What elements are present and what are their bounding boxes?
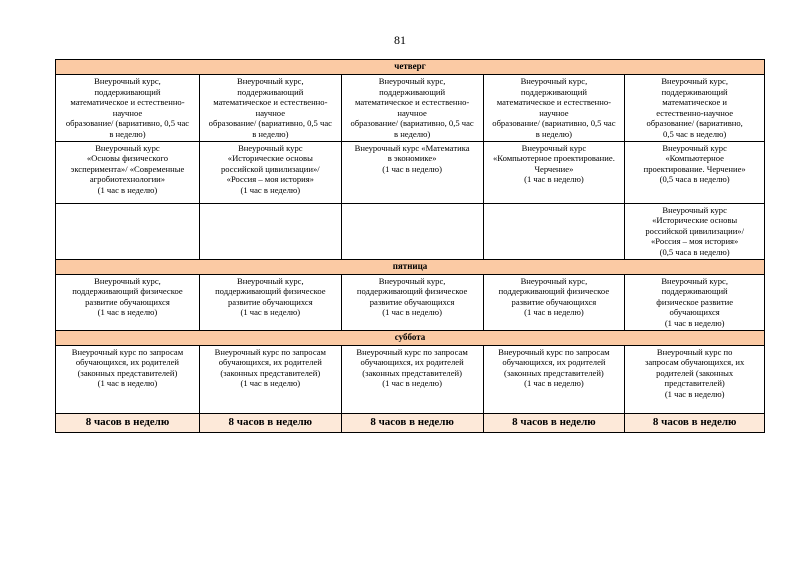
- empty-cell: [341, 203, 483, 259]
- day-header-thursday: [56, 60, 765, 75]
- total-hours: 8 часов в неделю: [625, 413, 765, 432]
- course-cell: Внеурочный курс «Исторические основы российской цивилизации»/ «Россия – моя история» (0,5 часа в неделю): [625, 203, 765, 259]
- table-row: [56, 141, 765, 203]
- totals-row: [56, 413, 765, 432]
- course-cell: Внеурочный курс, поддерживающий физическое развитие обучающихся (1 час в неделю): [341, 274, 483, 330]
- course-cell: Внеурочный курс, поддерживающий физическое развитие обучающихся (1 час в неделю): [625, 274, 765, 330]
- course-cell: Внеурочный курс «Основы физического эксперимента»/ «Современные агробиотехнологии» (1 час в неделю): [56, 141, 200, 203]
- course-cell: Внеурочный курс, поддерживающий математическое и естественно-научное образование/ (вариативно, 0,5 час в неделю): [625, 75, 765, 142]
- empty-cell: [483, 203, 625, 259]
- course-cell: Внеурочный курс, поддерживающий математическое и естественно- научное образование/ (вариативно, 0,5 час в неделю): [483, 75, 625, 142]
- course-cell: Внеурочный курс по запросам обучающихся, их родителей (законных представителей) (1 час в неделю): [483, 345, 625, 413]
- course-cell: Внеурочный курс по запросам обучающихся, их родителей (законных представителей) (1 час в неделю): [625, 345, 765, 413]
- empty-cell: [56, 203, 200, 259]
- table-row: [56, 203, 765, 259]
- course-cell: Внеурочный курс «Компьютерное проектирование. Черчение» (0,5 часа в неделю): [625, 141, 765, 203]
- day-header-friday: [56, 259, 765, 274]
- course-cell: Внеурочный курс по запросам обучающихся, их родителей (законных представителей) (1 час в неделю): [341, 345, 483, 413]
- course-cell: Внеурочный курс «Компьютерное проектирование. Черчение» (1 час в неделю): [483, 141, 625, 203]
- course-cell: Внеурочный курс «Математика в экономике» (1 час в неделю): [341, 141, 483, 203]
- course-cell: Внеурочный курс, поддерживающий физическое развитие обучающихся (1 час в неделю): [483, 274, 625, 330]
- course-cell: Внеурочный курс, поддерживающий математическое и естественно- научное образование/ (вариативно, 0,5 час в неделю): [341, 75, 483, 142]
- total-hours: 8 часов в неделю: [341, 413, 483, 432]
- table-row: [56, 345, 765, 413]
- course-cell: Внеурочный курс, поддерживающий математическое и естественно- научное образование/ (вариативно, 0,5 час в неделю): [199, 75, 341, 142]
- total-hours: 8 часов в неделю: [483, 413, 625, 432]
- course-cell: Внеурочный курс по запросам обучающихся, их родителей (законных представителей) (1 час в неделю): [56, 345, 200, 413]
- table-row: [56, 274, 765, 330]
- course-cell: Внеурочный курс, поддерживающий математическое и естественно- научное образование/ (вариативно, 0,5 час в неделю): [56, 75, 200, 142]
- day-label-friday: пятница: [56, 259, 765, 274]
- day-label-saturday: суббота: [56, 330, 765, 345]
- course-cell: Внеурочный курс «Исторические основы российской цивилизации»/ «Россия – моя история» (1 час в неделю): [199, 141, 341, 203]
- course-cell: Внеурочный курс по запросам обучающихся, их родителей (законных представителей) (1 час в неделю): [199, 345, 341, 413]
- course-cell: Внеурочный курс, поддерживающий физическое развитие обучающихся (1 час в неделю): [56, 274, 200, 330]
- schedule-table: [55, 59, 765, 433]
- empty-cell: [199, 203, 341, 259]
- total-hours: 8 часов в неделю: [56, 413, 200, 432]
- day-header-saturday: [56, 330, 765, 345]
- total-hours: 8 часов в неделю: [199, 413, 341, 432]
- page-number: 81: [394, 33, 406, 47]
- table-row: [56, 75, 765, 142]
- day-label-thursday: четверг: [56, 60, 765, 75]
- course-cell: Внеурочный курс, поддерживающий физическое развитие обучающихся (1 час в неделю): [199, 274, 341, 330]
